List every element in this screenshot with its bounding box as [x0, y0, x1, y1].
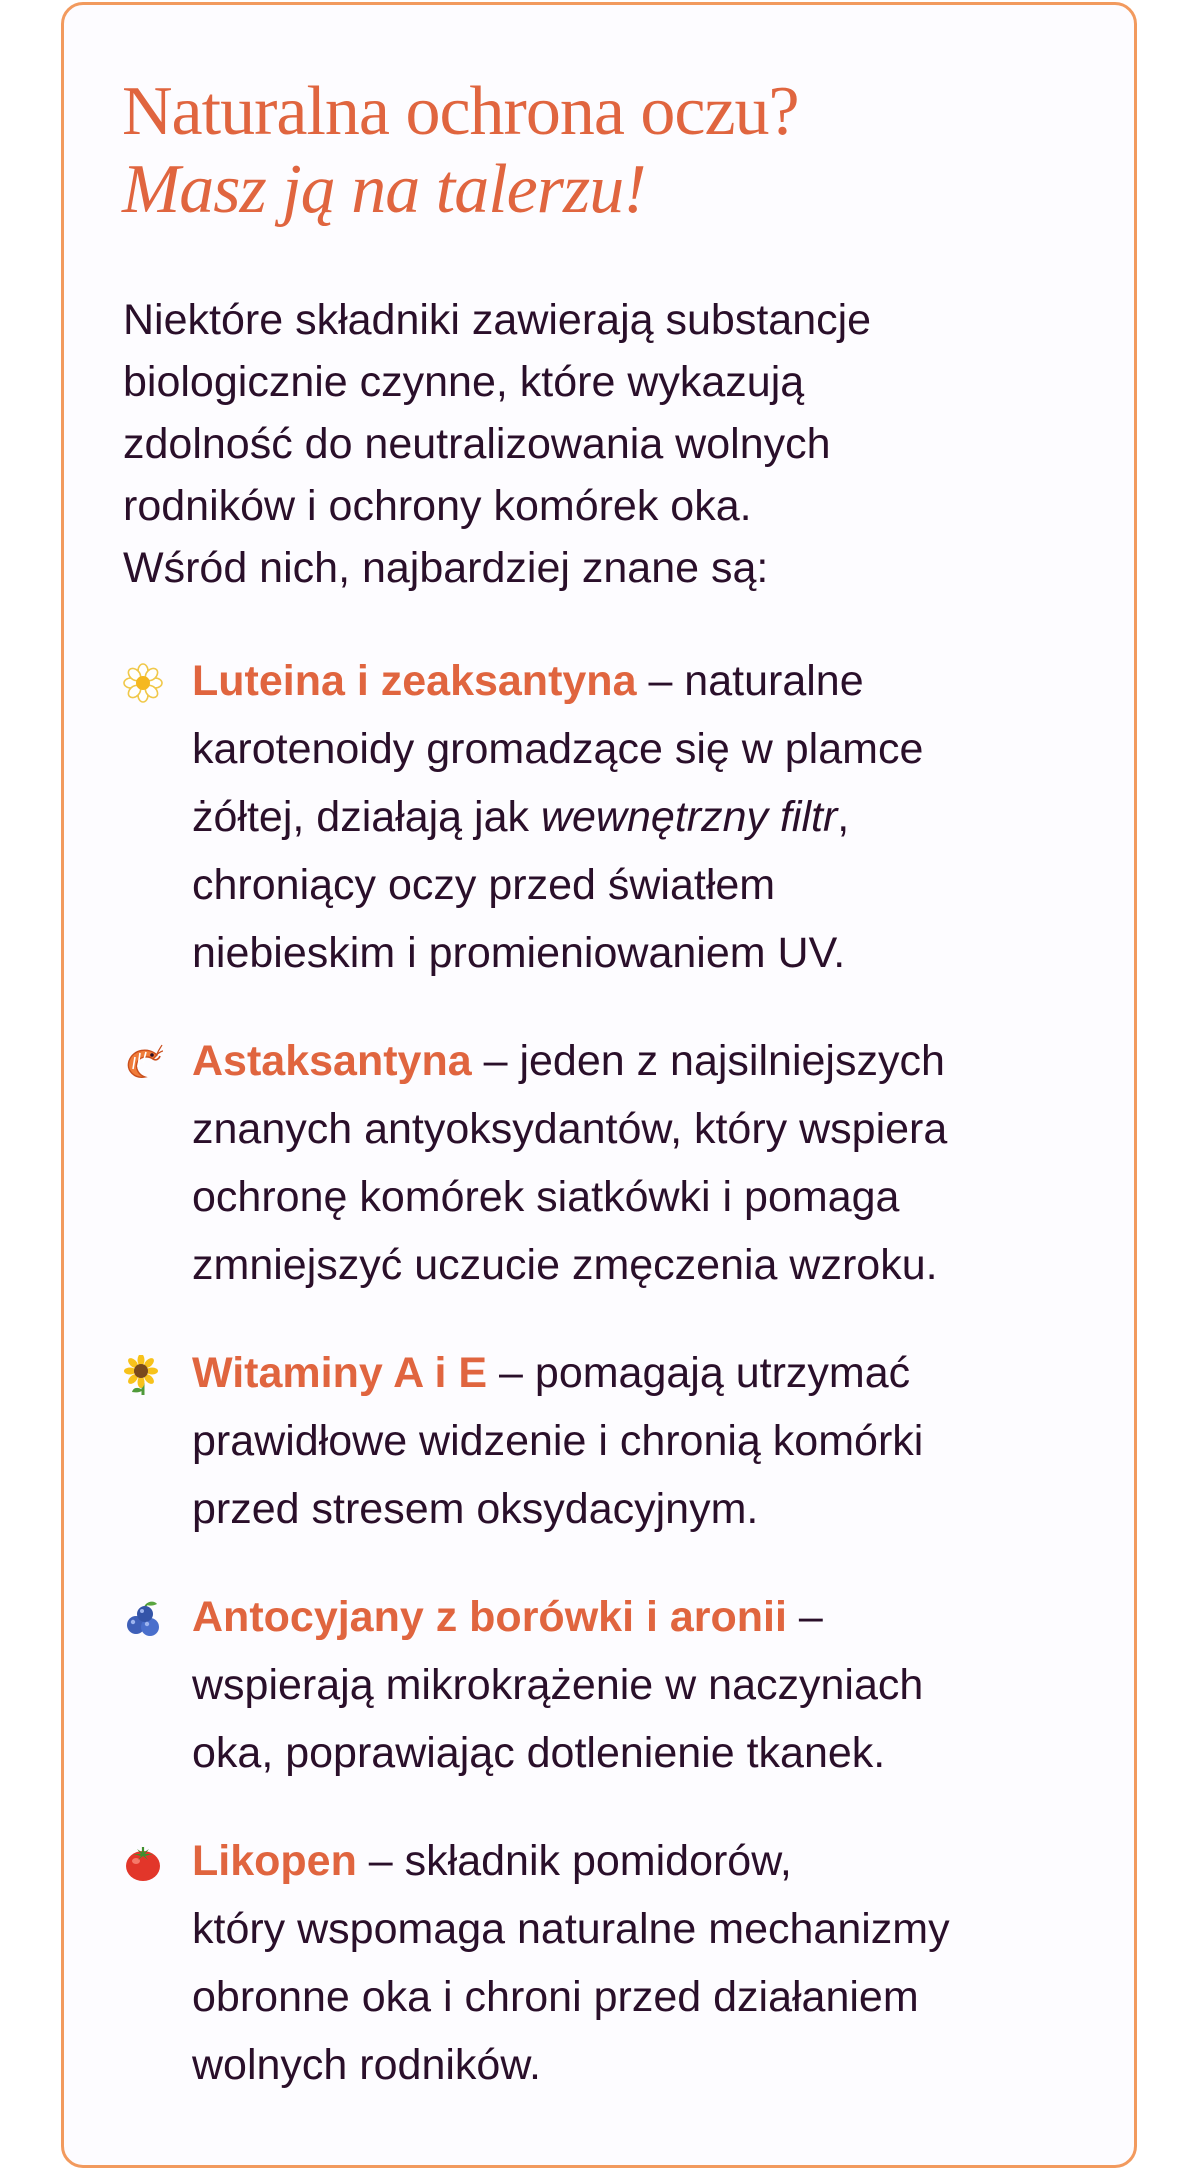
- item-line: oka, poprawiając dotlenienie tkanek.: [192, 1729, 886, 1777]
- item-term: Witaminy A i E: [192, 1349, 488, 1397]
- item-term: Luteina i zeaksantyna: [192, 657, 637, 705]
- item-line: wolnych rodników.: [192, 2041, 541, 2089]
- item-emphasis: wewnętrzny filtr: [540, 793, 838, 841]
- item-line: ochronę komórek siatkówki i pomaga: [192, 1173, 900, 1221]
- item-line-part: żółtej, działają jak: [192, 793, 541, 841]
- item-line: wspierają mikrokrążenie w naczyniach: [192, 1661, 924, 1709]
- item-line: znanych antyoksydantów, który wspiera: [192, 1105, 948, 1153]
- title-line-1: Naturalna ochrona oczu?: [122, 73, 799, 150]
- list-item-text: [192, 647, 1082, 987]
- card-title: [122, 73, 1102, 229]
- item-term: Astaksantyna: [192, 1037, 472, 1085]
- item-line: [192, 1339, 1082, 1407]
- intro-paragraph: [123, 289, 1063, 599]
- item-line: zmniejszyć uczucie zmęczenia wzroku.: [192, 1241, 938, 1289]
- item-line: chroniący oczy przed światłem: [192, 861, 776, 909]
- list-item-text: [192, 1027, 1082, 1299]
- list-item-text: [192, 1583, 1082, 1787]
- intro-line: Wśród nich, najbardziej znane są:: [123, 544, 769, 592]
- item-line: który wspomaga naturalne mechanizmy: [192, 1905, 950, 1953]
- intro-line: biologicznie czynne, które wykazują: [123, 358, 805, 406]
- item-line: [192, 1827, 1082, 1895]
- blueberries-icon: [123, 1599, 163, 1639]
- item-term: Likopen: [192, 1837, 357, 1885]
- item-line-rest: – pomagają utrzymać: [487, 1349, 911, 1397]
- item-line: obronne oka i chroni przed działaniem: [192, 1973, 919, 2021]
- intro-line: Niektóre składniki zawierają substancje: [123, 296, 872, 344]
- title-line-2: Masz ją na talerzu!: [122, 151, 646, 228]
- item-line: karotenoidy gromadzące się w plamce: [192, 725, 924, 773]
- list-item-text: [192, 1339, 1082, 1543]
- intro-line: zdolność do neutralizowania wolnych: [123, 420, 831, 468]
- item-line: [192, 647, 1082, 715]
- flower-icon: [123, 663, 163, 703]
- item-line-rest: – jeden z najsilniejszych: [471, 1037, 945, 1085]
- intro-line: rodników i ochrony komórek oka.: [123, 482, 752, 530]
- item-line: prawidłowe widzenie i chronią komórki: [192, 1417, 924, 1465]
- item-line: [192, 1027, 1082, 1095]
- item-line-rest: – naturalne: [636, 657, 864, 705]
- item-line: niebieskim i promieniowaniem UV.: [192, 929, 846, 977]
- item-line: [192, 783, 1082, 851]
- item-line-part: ,: [837, 793, 850, 841]
- shrimp-icon: [123, 1043, 163, 1083]
- item-line-rest: –: [786, 1593, 823, 1641]
- list-item-text: [192, 1827, 1082, 2099]
- item-line-rest: – składnik pomidorów,: [356, 1837, 792, 1885]
- info-card: [61, 2, 1137, 2168]
- sunflower-icon: [123, 1355, 163, 1395]
- tomato-icon: [123, 1843, 163, 1883]
- item-line: przed stresem oksydacyjnym.: [192, 1485, 759, 1533]
- item-line: [192, 1583, 1082, 1651]
- item-term: Antocyjany z borówki i aronii: [192, 1593, 787, 1641]
